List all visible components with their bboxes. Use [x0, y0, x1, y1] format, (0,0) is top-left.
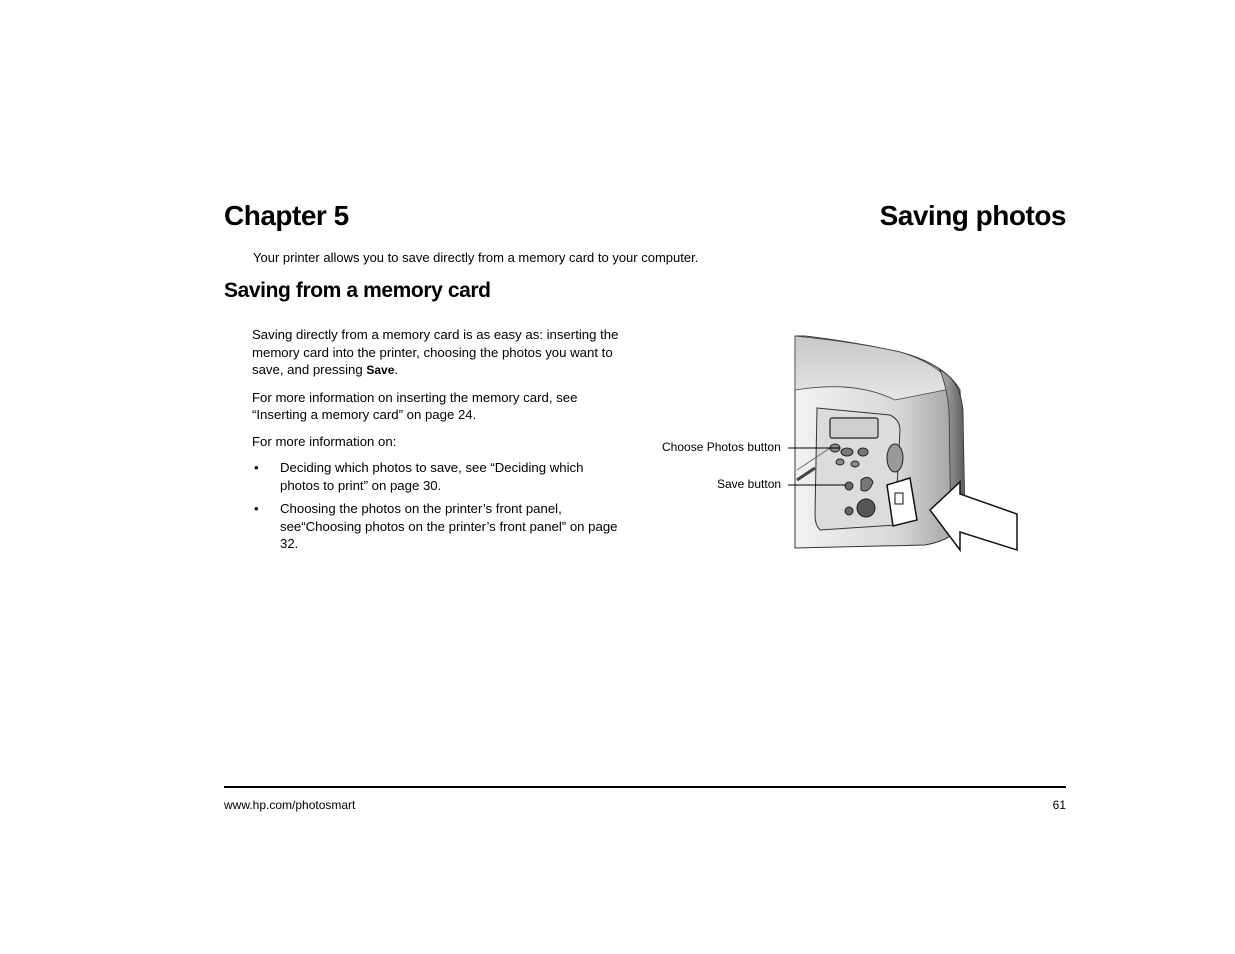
- body-text: [252, 326, 622, 559]
- paragraph-more-info: For more information on:: [252, 433, 397, 449]
- intro-paragraph: Your printer allows you to save directly from a memory card to your computer.: [253, 250, 699, 265]
- bullet-icon: •: [254, 460, 259, 475]
- list-item-text: Deciding which photos to save, see “Deciding which photos to print” on page 30.: [280, 460, 584, 493]
- paragraph-saving-text: Saving directly from a memory card is as easy as: inserting the memory card into the printer, choosing the photos you want to save, and pressing: [252, 327, 619, 377]
- bullet-icon: •: [254, 501, 259, 516]
- chapter-label: Chapter 5: [224, 200, 349, 231]
- list-item: [252, 500, 622, 553]
- page-number: 61: [1052, 798, 1066, 812]
- section-heading: Saving from a memory card: [224, 279, 491, 302]
- footer-url: www.hp.com/photosmart: [224, 798, 356, 812]
- footer-divider: [224, 786, 1066, 788]
- chapter-title: Saving photos: [879, 200, 1066, 231]
- list-item: [252, 459, 622, 494]
- choose-photos-callout: Choose Photos button: [662, 440, 781, 454]
- save-keyword: Save: [366, 363, 395, 377]
- paragraph-saving: [252, 326, 622, 380]
- paragraph-saving-end: .: [394, 362, 399, 377]
- paragraph-inserting: For more information on inserting the memory card, see “Inserting a memory card” on page 24.: [252, 389, 578, 422]
- bullet-list: [252, 459, 622, 553]
- printer-figure: [655, 330, 1025, 555]
- save-button-callout: Save button: [717, 477, 782, 491]
- list-item-text: Choosing the photos on the printer’s front panel, see“Choosing photos on the printer’s front panel” on page 32.: [280, 501, 618, 551]
